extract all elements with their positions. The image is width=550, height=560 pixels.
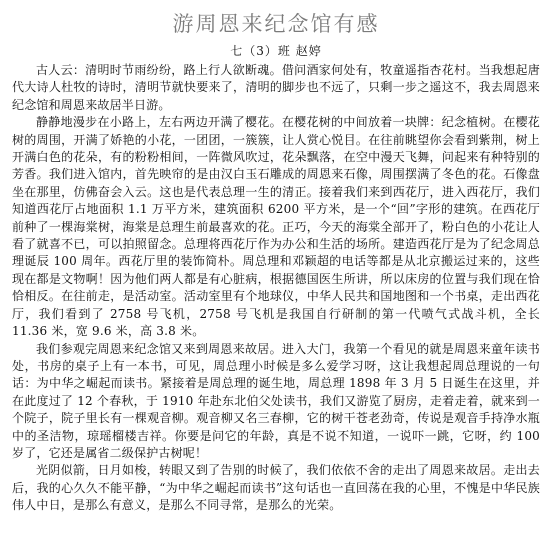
paragraph-4: 光阴似箭，日月如梭，转眼又到了告别的时候了，我们依依不舍的走出了周恩来故居。走出去后，我的心久久不能平静，“为中华之崛起而读书”这句话也一直回荡在我的心里，不愧是中华民族伟人中日，是那么有意义，是那么不同寻常，是那么的光荣。 <box>12 463 540 513</box>
paragraph-1: 古人云：清明时节雨纷纷，路上行人欲断魂。借问酒家何处有，牧童遥指杏花村。当我想起唐代大诗人杜牧的诗时，清明节就快要来了，清明的脚步也不远了，只剩一步之遥这不，我去周恩来纪念馆和周恩来故居半日游。 <box>12 63 540 112</box>
paragraph-2: 静静地漫步在小路上，左右两边开满了樱花。在樱花树的中间放着一块牌：纪念植树。在樱花树的周围，开满了娇艳的小花，一团团，一簇簇，让人赏心悦目。在往前眺望你会看到紫荆，树上开满白色的花朵，有的粉粉相间，一阵微风吹过，花朵飘落，在空中漫天飞舞，问起来有种特别的芳香。我们进入馆内，首先映帘的是由汉白玉石雕成的周恩来石像，周围摆满了冬色的花。石像盘坐在那里，仿佛奋会入云。这也是代表总理一生的清正。接着我们来到西花厅，进入西花厅，我们知道西花厅占地面积 1.1 万平方米，建筑面积 6200 平方米，是一个“回”字形的建筑。在西花厅前种了一棵海棠树，海棠是总理生前最喜欢的花。正巧，今天的海棠全部开了，粉白色的小花让人看了就喜不已，可以拍照留念。总理将西花厅作为办公和生活的场所。建造西花厅是为了纪念周总理诞辰 100 周年。西花厅里的装饰简朴。周总理和邓颖超的电话等都是从北京搬运过来的，这些现在都是文物啊！因为他们两人都是有心脏病，根据德国医生所讲，所以床房的位置与我们现在恰恰相反。在往前走，是活动室。活动室里有个地球仪，中华人民共和国地图和一个书桌，走出西花厅，我们看到了 2758 号飞机，2758 号飞机是我国自行研制的第一代喷气式战斗机，全长 11.36 米，宽 9.6 米，高 3.8 米。 <box>12 115 540 339</box>
paragraph-3: 我们参观完周恩来纪念馆又来到周恩来故居。进入大门，我第一个看见的就是周恩来童年读书处，书房的桌子上有一本书，可见，周总理小时候是多么爱学习呀，这让我想起周总理说的一句话：为中华之崛起而读书。紧接着是周总理的诞生地，周总理 1898 年 3 月 5 日诞生在这里，并在此度过了 12 个春秋，于 1910 年赴东北伯父处读书，我们又游览了厨房，走着走着，就来到一个院子，院子里长有一棵观音柳。观音柳又名三春柳，它的树干苍老劲奇，传说是观音手持净水瓶中的圣洁物，琼瑶榴楼吉祥。你要是问它的年龄，真是不说不知道，一说吓一跳，它呀，约 100 岁了，它还是属省二级保护古树呢！ <box>12 341 540 460</box>
author-byline: 七（3）班 赵婷 <box>230 44 322 58</box>
page-title: 游周恩来纪念馆有感 <box>172 12 380 36</box>
